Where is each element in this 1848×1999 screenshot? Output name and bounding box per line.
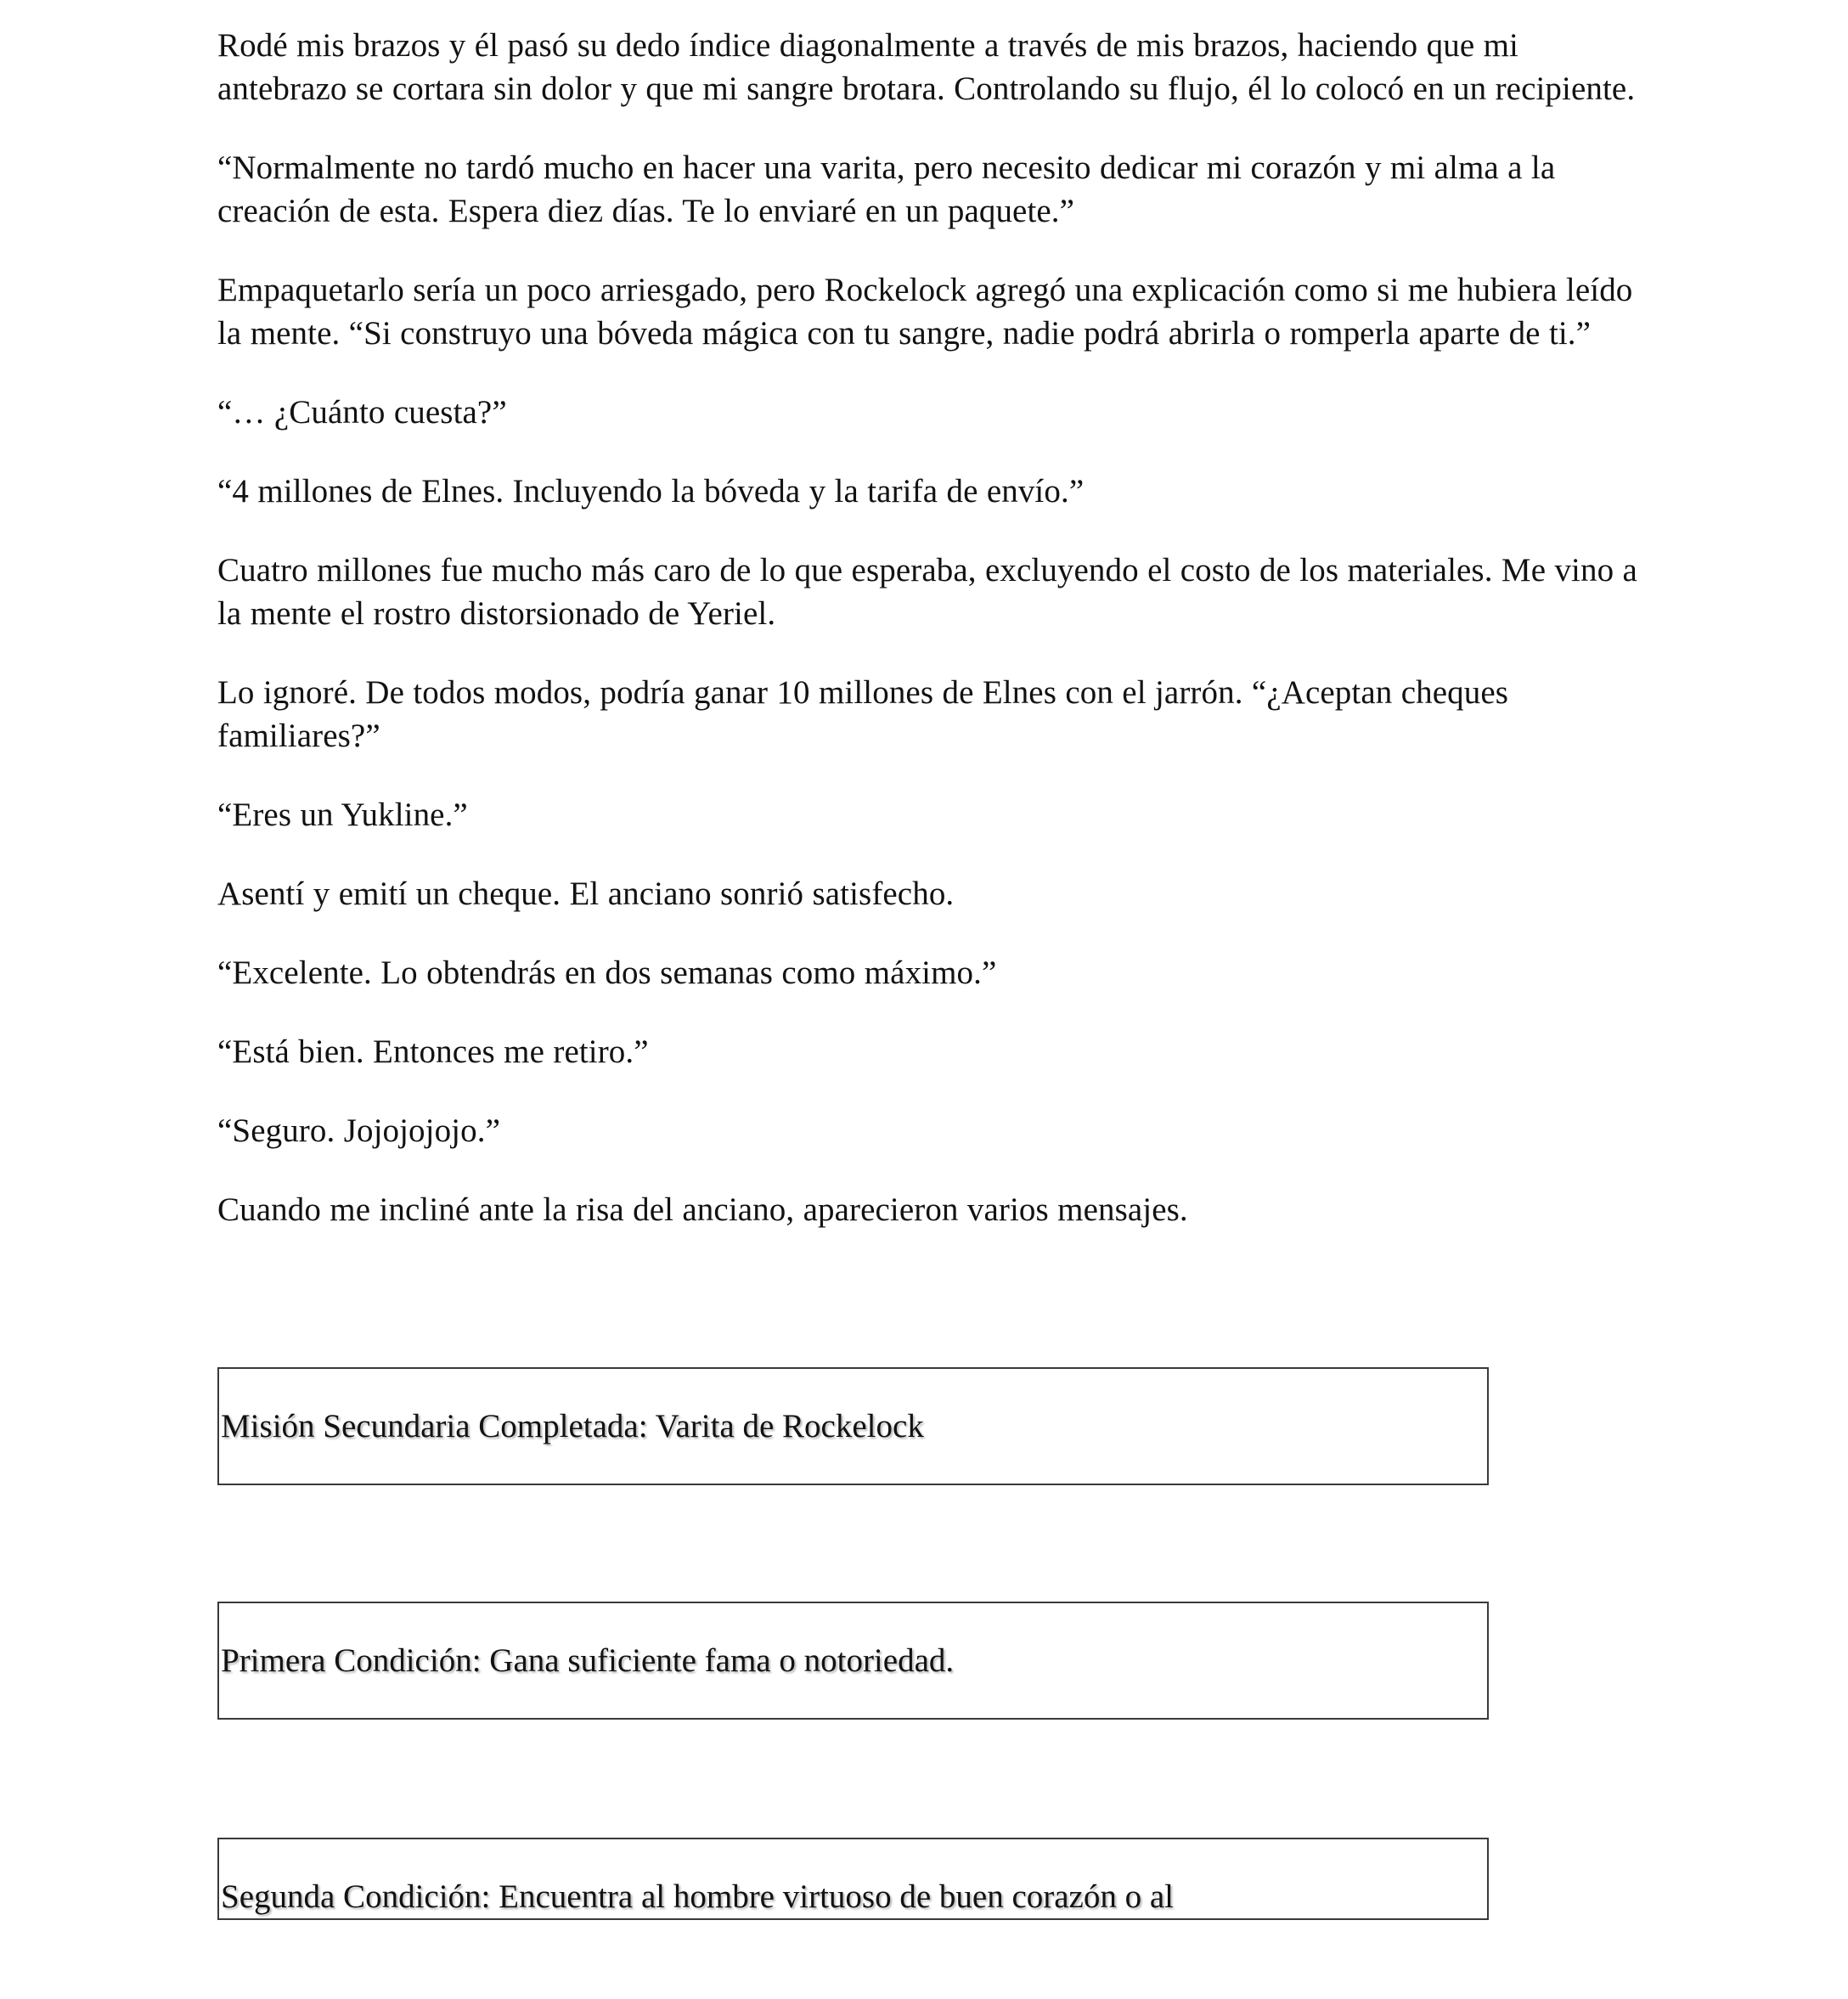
- paragraph: Rodé mis brazos y él pasó su dedo índice diagonalmente a través de mis brazos, haciendo que mi antebrazo se cortara sin dolor y que mi sangre brotara. Controlando su flujo, él lo colocó en un recipiente.: [217, 27, 1636, 107]
- paragraph: Asentí y emití un cheque. El anciano sonrió satisfecho.: [217, 876, 955, 912]
- message-box-quest-complete: [217, 1367, 1489, 1485]
- paragraph: “4 millones de Elnes. Incluyendo la bóveda y la tarifa de envío.”: [217, 473, 1085, 510]
- paragraph: Empaquetarlo sería un poco arriesgado, pero Rockelock agregó una explicación como si me hubiera leído la mente. “Si construyo una bóveda mágica con tu sangre, nadie podrá abrirla o romperla aparte de ti.”: [217, 272, 1633, 352]
- paragraph: Cuatro millones fue mucho más caro de lo que esperaba, excluyendo el costo de los materiales. Me vino a la mente el rostro distorsionado de Yeriel.: [217, 552, 1637, 632]
- message-box-first-condition: [217, 1602, 1489, 1720]
- document-body: [217, 24, 1644, 1267]
- message-box-text: Segunda Condición: Encuentra al hombre virtuoso de buen corazón o al: [221, 1878, 1175, 1915]
- message-box-text: Primera Condición: Gana suficiente fama o notoriedad.: [221, 1642, 955, 1679]
- paragraph: “… ¿Cuánto cuesta?”: [217, 394, 507, 431]
- message-box-second-condition: [217, 1838, 1489, 1920]
- paragraph: “Normalmente no tardó mucho en hacer una varita, pero necesito dedicar mi corazón y mi alma a la creación de esta. Espera diez días. Te lo enviaré en un paquete.”: [217, 149, 1556, 229]
- paragraph: “Excelente. Lo obtendrás en dos semanas como máximo.”: [217, 954, 997, 991]
- message-box-text: Misión Secundaria Completada: Varita de Rockelock: [221, 1408, 924, 1444]
- paragraph: “Está bien. Entonces me retiro.”: [217, 1033, 649, 1070]
- paragraph: “Seguro. Jojojojojo.”: [217, 1112, 500, 1149]
- paragraph: Lo ignoré. De todos modos, podría ganar 10 millones de Elnes con el jarrón. “¿Aceptan cheques familiares?”: [217, 674, 1509, 754]
- paragraph: Cuando me incliné ante la risa del anciano, aparecieron varios mensajes.: [217, 1191, 1188, 1228]
- paragraph: “Eres un Yukline.”: [217, 797, 468, 833]
